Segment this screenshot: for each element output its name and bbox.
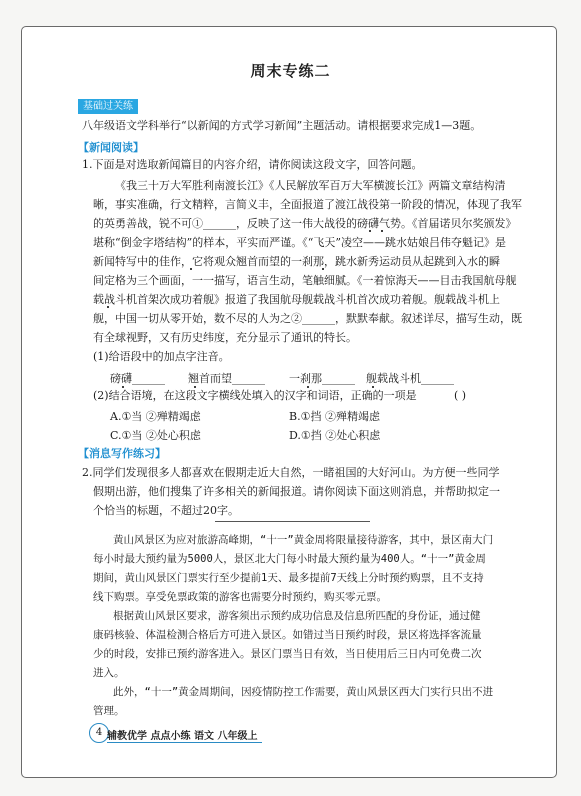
question-2-line: 2.同学们发现很多人都喜欢在假期走近大自然，一睹祖国的大好河山。为方便一些同学	[82, 466, 500, 479]
option-d[interactable]: D.①挡 ②处心积虑	[289, 429, 381, 442]
passage-line: 堪称“倒金字塔结构”的样本，平实而严谨。《“飞天”凌空——跳水姑娘吕伟夺魁记》是	[93, 236, 506, 249]
news-line: 每小时最大预约量为5000人，景区北大门每小时最大预约量为400人。“十一”黄金周	[93, 553, 486, 565]
answer-bracket[interactable]: ( )	[454, 389, 467, 402]
news-line: 期间，黄山风景区门票实行至少提前1天、最多提前7天线上分时预约购票，且不支持	[93, 572, 484, 584]
option-b[interactable]: B.①挡 ②殚精竭虑	[289, 410, 380, 423]
emphasis-dot	[307, 386, 309, 388]
question-1: 1.下面是对选取新闻篇目的内容介绍，请你阅读这段文字，回答问题。	[82, 158, 423, 171]
passage-line: 新闻特写中的佳作，它将观众翘首而望的一刹那，跳水新秀运动员从起跳到入水的瞬	[93, 255, 500, 268]
emphasis-dot	[190, 268, 192, 270]
option-a[interactable]: A.①当 ②殚精竭虑	[110, 410, 201, 423]
emphasis-dot	[381, 230, 383, 232]
passage-line: 《我三十万大军胜利南渡长江》《人民解放军百万大军横渡长江》两篇文章结构清	[115, 179, 506, 192]
passage-line: 的英勇善战，锐不可①______，反映了这一伟大战役的磅礴气势。《首届诺贝尔奖颁发》	[93, 217, 517, 230]
sub-question-1: (1)给语段中的加点字注音。	[93, 350, 230, 363]
section-news-reading: 【新闻阅读】	[78, 141, 144, 154]
page-number: 4	[89, 723, 109, 743]
question-2-line: 个恰当的标题，不超过20字。	[93, 504, 239, 517]
section-tag-basic: 基础过关练	[78, 99, 138, 114]
emphasis-dot	[107, 306, 109, 308]
title-blank-line[interactable]	[215, 521, 370, 522]
footer-text: 辅教优学 点点小练 语文 八年级上	[107, 731, 258, 742]
question-2-line: 假期出游，他们搜集了许多相关的新闻报道。请你阅读下面这则消息，并帮助拟定一	[93, 485, 500, 498]
pinyin-blank[interactable]: 翘首而望______	[188, 372, 265, 385]
pinyin-blank[interactable]: 一刹那______	[289, 372, 355, 385]
option-c[interactable]: C.①当 ②处心积虑	[110, 429, 201, 442]
emphasis-dot	[194, 386, 196, 388]
intro-text: 八年级语文学科举行“以新闻的方式学习新闻”主题活动。请根据要求完成1—3题。	[82, 119, 482, 132]
news-line: 此外，“十一”黄金周期间，因疫情防控工作需要，黄山风景区西大门实行只出不进	[113, 686, 494, 698]
news-line: 少的时段，安排已预约游客进入。景区门票当日有效，当日使用后三日内可免费二次	[93, 648, 482, 660]
footer-divider	[107, 742, 262, 743]
news-line: 线下购票。享受免票政策的游客也需要分时预约，购买零元票。	[93, 591, 387, 603]
page-title: 周末专练二	[250, 62, 331, 80]
news-line: 管理。	[93, 705, 125, 717]
news-line: 进入。	[93, 667, 125, 679]
pinyin-blank[interactable]: 舰载战斗机______	[366, 372, 454, 385]
emphasis-dot	[369, 230, 371, 232]
news-line: 康码核验、体温检测合格后方可进入景区。如错过当日预约时段，景区将选择客流量	[93, 629, 482, 641]
passage-line: 间定格为三个画面，一一描写，语言生动，笔触细腻。《一着惊海天——目击我国航母舰	[93, 274, 517, 287]
passage-line: 载战斗机首架次成功着舰》报道了我国航母舰载战斗机首次成功着舰。舰载战斗机上	[93, 293, 500, 306]
news-line: 黄山风景区为应对旅游高峰期，“十一”黄金周将限量接待游客，其中，景区南大门	[113, 534, 494, 546]
news-line: 根据黄山风景区要求，游客须出示预约成功信息及信息所匹配的身份证，通过健	[113, 610, 481, 622]
sub-question-2: (2)结合语境，在这段文字横线处填入的汉字和词语，正确的一项是	[93, 389, 417, 402]
emphasis-dot	[372, 386, 374, 388]
pinyin-blank[interactable]: 磅礴______	[110, 372, 165, 385]
emphasis-dot	[322, 268, 324, 270]
passage-line: 舰，中国一切从零开始，数不尽的人为之②______，默默奉献。叙述详尽，描写生动，既	[93, 312, 522, 325]
section-writing: 【消息写作练习】	[78, 447, 166, 460]
passage-line: 晰，事实准确，行文精粹，言简义丰，全面报道了渡江战役第一阶段的情况，体现了我军	[93, 198, 522, 211]
emphasis-dot	[122, 386, 124, 388]
passage-line: 有全球视野，又有历史纬度，充分显示了通讯的特长。	[93, 331, 357, 344]
